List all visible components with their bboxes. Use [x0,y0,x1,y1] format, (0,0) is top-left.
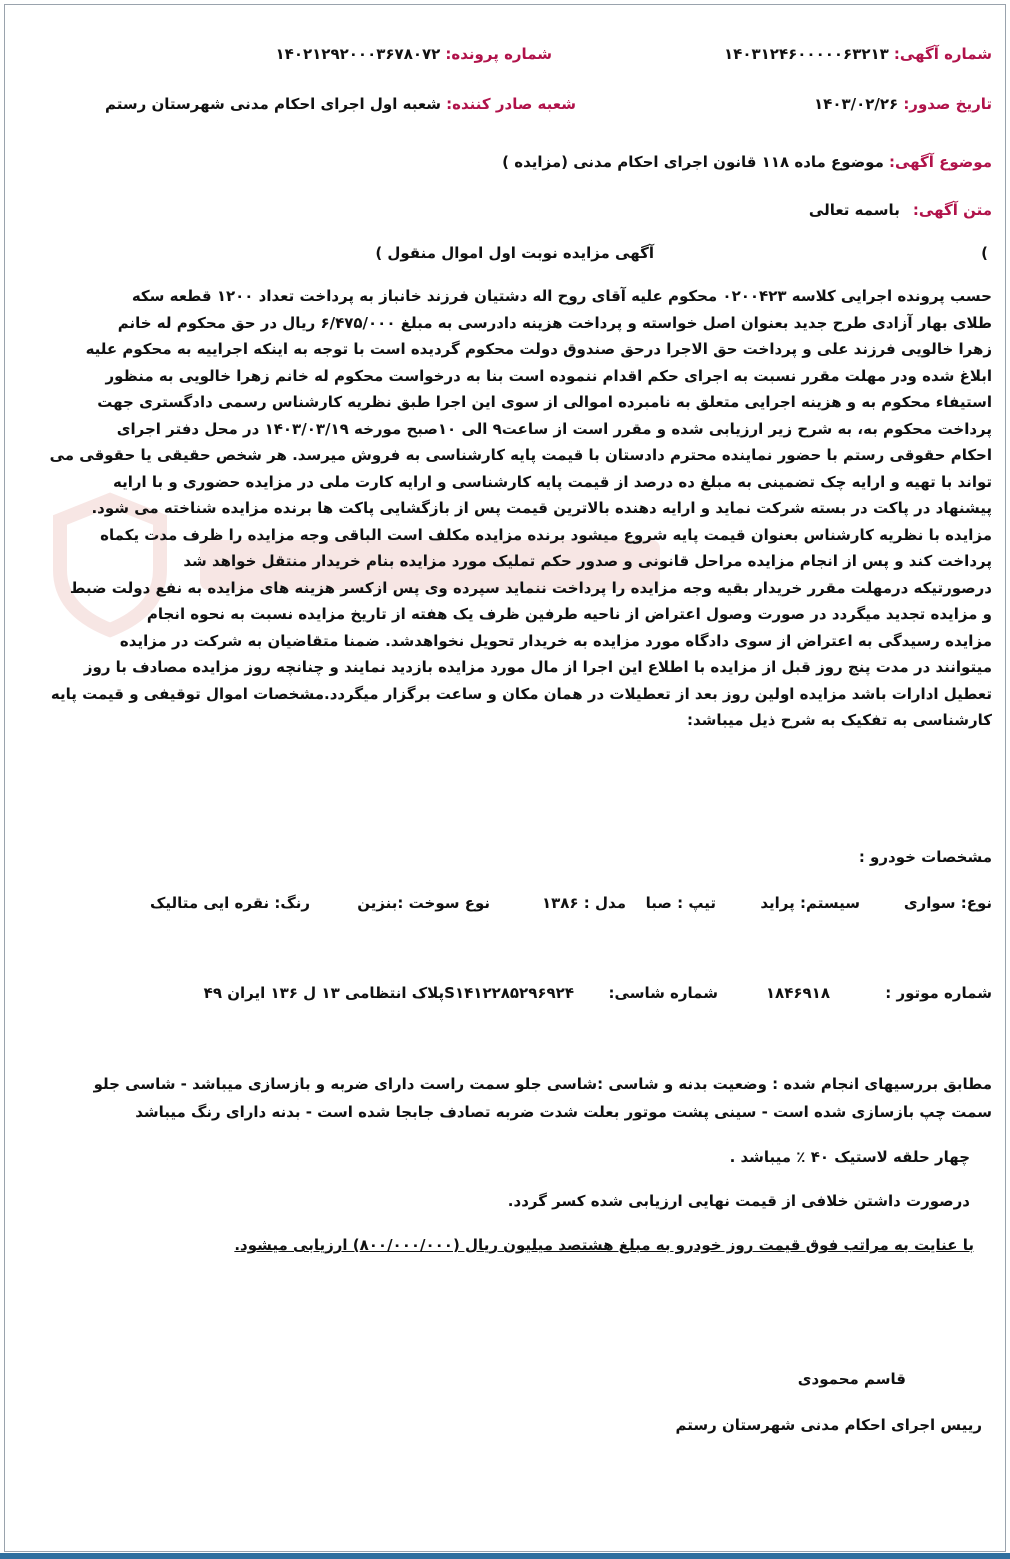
notice-body [40,283,992,734]
body-line: تعطیل ادارات باشد مزایده اولین روز بعد از تعطیلات در همان مکان و ساعت برگزار میگردد.مشخصات اموال توقیفی و قیمت پایه [50,684,992,703]
vehicle-model-type: تیپ : صبا [645,894,716,912]
signer-title: رییس اجرای احکام مدنی شهرستان رستم [675,1416,982,1434]
invocation: باسمه تعالی [808,201,900,219]
body-line: پرداخت محکوم به، به شرح زیر ارزیابی شده و مقرر است از ساعت۹ الی ۱۰صبح مورخه ۱۴۰۳/۰۳/۱۹ در محل دفتر اجرای [116,419,992,438]
deduction-line: درصورت داشتن خلافی از قیمت نهایی ارزیابی شده کسر گردد. [507,1192,970,1210]
document-frame [4,4,1006,1552]
bottom-bar [0,1553,1010,1559]
body-line: درصورتیکه درمهلت مقرر خریدار بقیه وجه مزایده را پرداخت ننماید سپرده وی پس ازکسر هزینه های مزایده به نفع دولت ضبط [69,578,992,597]
vehicle-model-year: مدل : ۱۳۸۶ [541,894,626,912]
vehicle-color: رنگ: نقره ایی متالیک [149,894,310,912]
body-line: میتوانند در مدت پنج روز قبل از مزایده با اطلاع این اجرا از مال مورد مزایده بازدید نمایند و چنانچه روز مزایده مصادف با روز [83,658,992,676]
issuer-row [105,94,576,113]
engine-number: ۱۸۴۶۹۱۸ [765,984,830,1002]
issue-date-row [814,94,992,113]
subject-label: موضوع آگهی: [888,153,992,171]
body-line: تواند با تهیه و ارایه چک تضمینی به مبلغ ده درصد از قیمت پایه کارشناسی و ارایه کارت ملی در مزایده حضوری و با ارایه [113,472,992,491]
inspection-block [40,1070,992,1126]
body-line: طلای بهار آزادی طرح جدید بعنوان اصل خواسته و پرداخت هزینه دادرسی به مبلغ ۶/۴۷۵/۰۰۰ ریال در حق محکوم له خانم [117,313,992,332]
notice-title-paren: ) [981,244,988,262]
issue-date-label: تاریخ صدور: [903,95,992,113]
chassis-label: شماره شاسی: [608,984,718,1002]
body-line: زهرا خالویی فرزند علی و پرداخت حق الاجرا درحق صندوق دولت محکوم گردیده است با توجه به اینکه اجراییه به محکوم علیه [85,340,992,358]
valuation-line: با عنایت به مراتب فوق قیمت روز خودرو به مبلغ هشتصد میلیون ریال (۸۰۰/۰۰۰/۰۰۰) ارزیابی میشود. [234,1236,974,1254]
ad-number-row [724,44,992,63]
body-line: حسب پرونده اجرایی کلاسه ۰۲۰۰۴۲۳ محکوم علیه آقای روح اله دشتیان فرزند خانباز به پرداخت تعداد ۱۲۰۰ قطعه سکه [131,287,992,305]
text-row [809,200,992,219]
body-line: و مزایده تجدید میگردد در صورت وصول اعتراض از ناحیه طرفین ظرف یک هفته از تاریخ مزایده نسبت به نحوه انجام [146,605,992,623]
vehicle-fuel: نوع سوخت :بنزین [357,894,490,912]
chassis-plate: S۱۴۱۲۲۸۵۲۹۶۹۲۴پلاک انتظامی ۱۳ ل ۱۳۶ ایران ۴۹ [203,984,574,1002]
body-line: پیشنهاد در پاکت در بسته شرکت نماید و ارایه دهنده بالاترین قیمت پس از بازگشایی پاکت ها برنده مزایده شناخته می شود. [91,499,992,517]
body-line: پرداخت کند و پس از انجام مزایده مراحل قانونی و صدور حکم تملیک مورد مزایده بنام خریدار منتقل خواهد شد [183,552,992,570]
notice-title: آگهی مزایده نوبت اول اموال منقول ) [375,244,654,262]
vehicle-type: نوع: سواری [903,894,992,912]
inspection-line: مطابق بررسیهای انجام شده : وضعیت بدنه و شاسی :شاسی جلو سمت راست دارای ضربه و بازسازی میباشد - شاسی جلو [93,1075,992,1093]
ad-number-label: شماره آگهی: [893,45,992,63]
issue-date-value: ۱۴۰۳/۰۲/۲۶ [814,95,899,113]
tires-line: چهار حلقه لاستیک ۴۰ ٪ میباشد . [729,1148,970,1166]
ad-number-value: ۱۴۰۳۱۲۴۶۰۰۰۰۰۶۳۲۱۳ [724,45,889,63]
file-number-row [276,44,552,63]
body-line: ابلاغ شده ودر مهلت مقرر نسبت به اجرای حکم اقدام ننموده است بنا به درخواست محکوم له خانم زهرا خالویی به منظور [105,366,992,385]
issuer-label: شعبه صادر کننده: [446,95,576,113]
subject-row [502,152,992,171]
engine-label: شماره موتور : [885,984,992,1002]
issuer-value: شعبه اول اجرای احکام مدنی شهرستان رستم [105,95,442,113]
file-number-value: ۱۴۰۲۱۲۹۲۰۰۰۳۶۷۸۰۷۲ [275,45,441,63]
body-line: مزایده رسیدگی به اعتراض از سوی دادگاه مورد مزایده به خریدار تحویل نخواهدشد. ضمنا متقاضیان به شرکت در مزایده [119,631,992,650]
vehicle-system: سیستم: پراید [760,894,860,912]
body-line: کارشناسی به تفکیک به شرح ذیل میباشد: [686,711,992,729]
text-label: متن آگهی: [912,201,992,219]
vehicle-heading: مشخصات خودرو : [858,848,992,866]
body-line: استیفاء محکوم به و هزینه اجرایی متعلق به نامبرده اموالی از سوی این اجرا طبق نظریه کارشناس رسمی دادگستری جهت [97,393,992,411]
subject-value: موضوع ماده ۱۱۸ قانون اجرای احکام مدنی (مزایده ) [502,153,884,171]
body-line: مزایده با نظریه کارشناس بعنوان قیمت پایه شروع میشود برنده مزایده مکلف است الباقی وجه مزایده را ظرف مدت یکماه [100,525,992,544]
body-line: احکام حقوقی رستم با حضور نماینده محترم دادستان با قیمت پایه کارشناسی به فروش میرسد. هر شخص حقیقی یا حقوقی می [49,446,992,464]
inspection-line: سمت چپ بازسازی شده است - سینی پشت موتور بعلت شدت ضربه تصادف جابجا شده است - بدنه دارای رنگ میباشد [135,1103,992,1121]
signer-name: قاسم محمودی [797,1370,906,1388]
file-number-label: شماره پرونده: [445,45,552,63]
